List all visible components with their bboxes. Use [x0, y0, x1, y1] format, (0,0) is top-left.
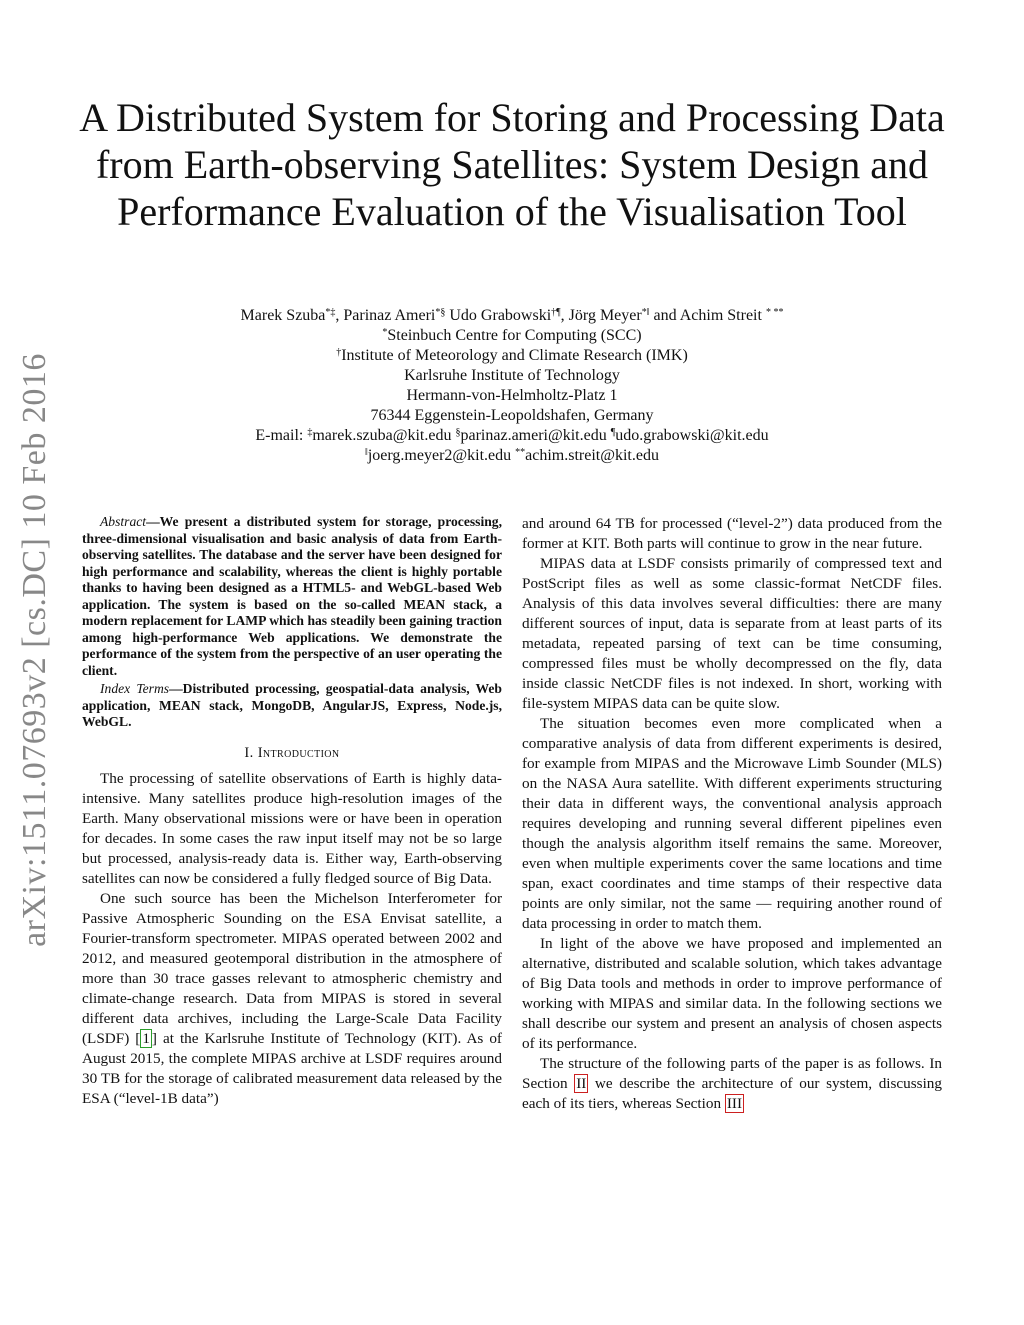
- email: joerg.meyer2@kit.edu: [367, 447, 516, 464]
- paragraph: The structure of the following parts of the paper is as follows. In Section II we describe the architecture of our system, discussing each of its tiers, whereas Section III: [522, 1055, 942, 1112]
- paragraph: One such source has been the Michelson Interferometer for Passive Atmospheric Sounding on the ESA Envisat satellite, a Fourier-transform spectrometer. MIPAS operated between 2002 and 2012, and measured geotemporal distribution in the atmosphere of more than 30 trace gasses relevant to atmospheric chemistry and climate-change research. Data from MIPAS is stored in several different data archives, including the Large-Scale Data Facility (LSDF) [ 1 ] at the Karlsruhe Institute of Technology (KIT). As of August 2015, the complete MIPAS archive at LSDF requires around 30 TB for the storage of calibrated measurement data released by the ESA (“level-1B data”): [82, 889, 502, 1107]
- author-mark: * **: [765, 307, 784, 318]
- author-line: [100, 306, 924, 326]
- author-mark: *‡: [325, 307, 336, 318]
- city-address: 76344 Eggenstein-Leopoldshafen, Germany: [370, 407, 654, 424]
- citation-link[interactable]: 1: [142, 1029, 150, 1047]
- author-name: Marek Szuba: [240, 307, 326, 324]
- affiliation-imk: †Institute of Meteorology and Climate Research (IMK): [336, 347, 688, 364]
- email: marek.szuba@kit.edu: [312, 427, 456, 444]
- paragraph: MIPAS data at LSDF consists primarily of compressed text and PostScript files as well as some classic-format NetCDF files. Analysis of this data involves several difficulties: there are many different sources of input, data is separate from at least parts of its metadata, repeated parsing of text can be time consuming, compressed files must be wholly decompressed on the fly, data inside classic NetCDF files is not indexed. In short, working with file-system MIPAS data can be quite slow.: [522, 555, 942, 712]
- section-heading: I. Introduction: [244, 744, 340, 761]
- paragraph: The situation becomes even more complicated when a comparative analysis of data from different experiments is desired, for example from MIPAS and the Microwave Limb Sounder (MLS) on the NASA Aura satellite. With different experiments structuring their data in different ways, the conventional analysis approach requires developing and running several different pipelines even though the analysis algorithm itself remains the same. Moreover, even when multiple experiments cover the same locations and time span, exact coordinates and time stamps of their respective data points are only similar, not the same — requiring another round of data processing in order to match them.: [522, 715, 942, 932]
- author-name: , Parinaz Ameri: [335, 307, 436, 324]
- index-terms: Index Terms—Distributed processing, geospatial-data analysis, Web application, MEAN stack, MongoDB, AngularJS, Express, Node.js, WebGL.: [82, 681, 502, 729]
- email-line-2: ‖joerg.meyer2@kit.edu **achim.streit@kit.edu: [365, 447, 659, 464]
- abstract: Abstract—We present a distributed system for storage, processing, three-dimensional visualisation and basic analysis of data from Earth-observing satellites. The database and the server have been designed for high performance and scalability, whereas the client is highly portable thanks to having been designed as a HTML5- and WebGL-based Web application. The system is based on the so-called MEAN stack, a modern replacement for LAMP which has steadily been gaining traction among high-performance Web applications. We demonstrate the performance of the system from the perspective of an user operating the client.: [82, 514, 502, 678]
- email-line-1: E-mail: ‡marek.szuba@kit.edu §parinaz.ameri@kit.edu ¶udo.grabowski@kit.edu: [255, 427, 769, 444]
- institution: Karlsruhe Institute of Technology: [404, 367, 620, 384]
- email: udo.grabowski@kit.edu: [615, 427, 769, 444]
- author-mark: *§: [435, 307, 446, 318]
- author-name: and Achim Streit: [649, 307, 762, 324]
- email: parinaz.ameri@kit.edu: [460, 427, 611, 444]
- arxiv-identifier: arXiv:1511.07693v2 [cs.DC] 10 Feb 2016: [16, 353, 53, 947]
- author-mark: †¶: [551, 307, 561, 318]
- affiliation-scc: *Steinbuch Centre for Computing (SCC): [382, 327, 642, 344]
- email: achim.streit@kit.edu: [525, 447, 659, 464]
- paragraph: In light of the above we have proposed and implemented an alternative, distributed and scalable solution, which takes advantage of Big Data tools and methods in order to improve performance of working with MIPAS and similar data. In the following sections we shall describe our system and present an analysis of chosen aspects of its performance.: [522, 935, 942, 1052]
- left-column: [82, 514, 502, 1109]
- paragraph: and around 64 TB for processed (“level-2”) data produced from the former at KIT. Both parts will continue to grow in the near future.: [522, 515, 942, 552]
- paragraph: The processing of satellite observations of Earth is highly data-intensive. Many satellites produce high-resolution images of the Earth. Many observational missions were or have been in operation for decades. In some cases the raw input itself may not be so large but processed, analysis-ready data is. Either way, Earth-observing satellites can now be considered a fully fledged source of Big Data.: [82, 769, 502, 887]
- arxiv-stamp: [0, 350, 80, 950]
- author-name: Udo Grabowski: [445, 307, 552, 324]
- author-mark: *‖: [641, 307, 650, 318]
- author-name: , Jörg Meyer: [560, 307, 642, 324]
- section-link[interactable]: II: [576, 1075, 587, 1092]
- section-link[interactable]: III: [726, 1095, 743, 1112]
- paper-title: A Distributed System for Storing and Processing Data from Earth-observing Satellites: System Design and Performance Evaluation of the Visualisation Tool: [79, 95, 945, 234]
- street-address: Hermann-von-Helmholtz-Platz 1: [406, 387, 618, 404]
- author-block: [100, 306, 924, 466]
- right-column: [522, 514, 942, 1114]
